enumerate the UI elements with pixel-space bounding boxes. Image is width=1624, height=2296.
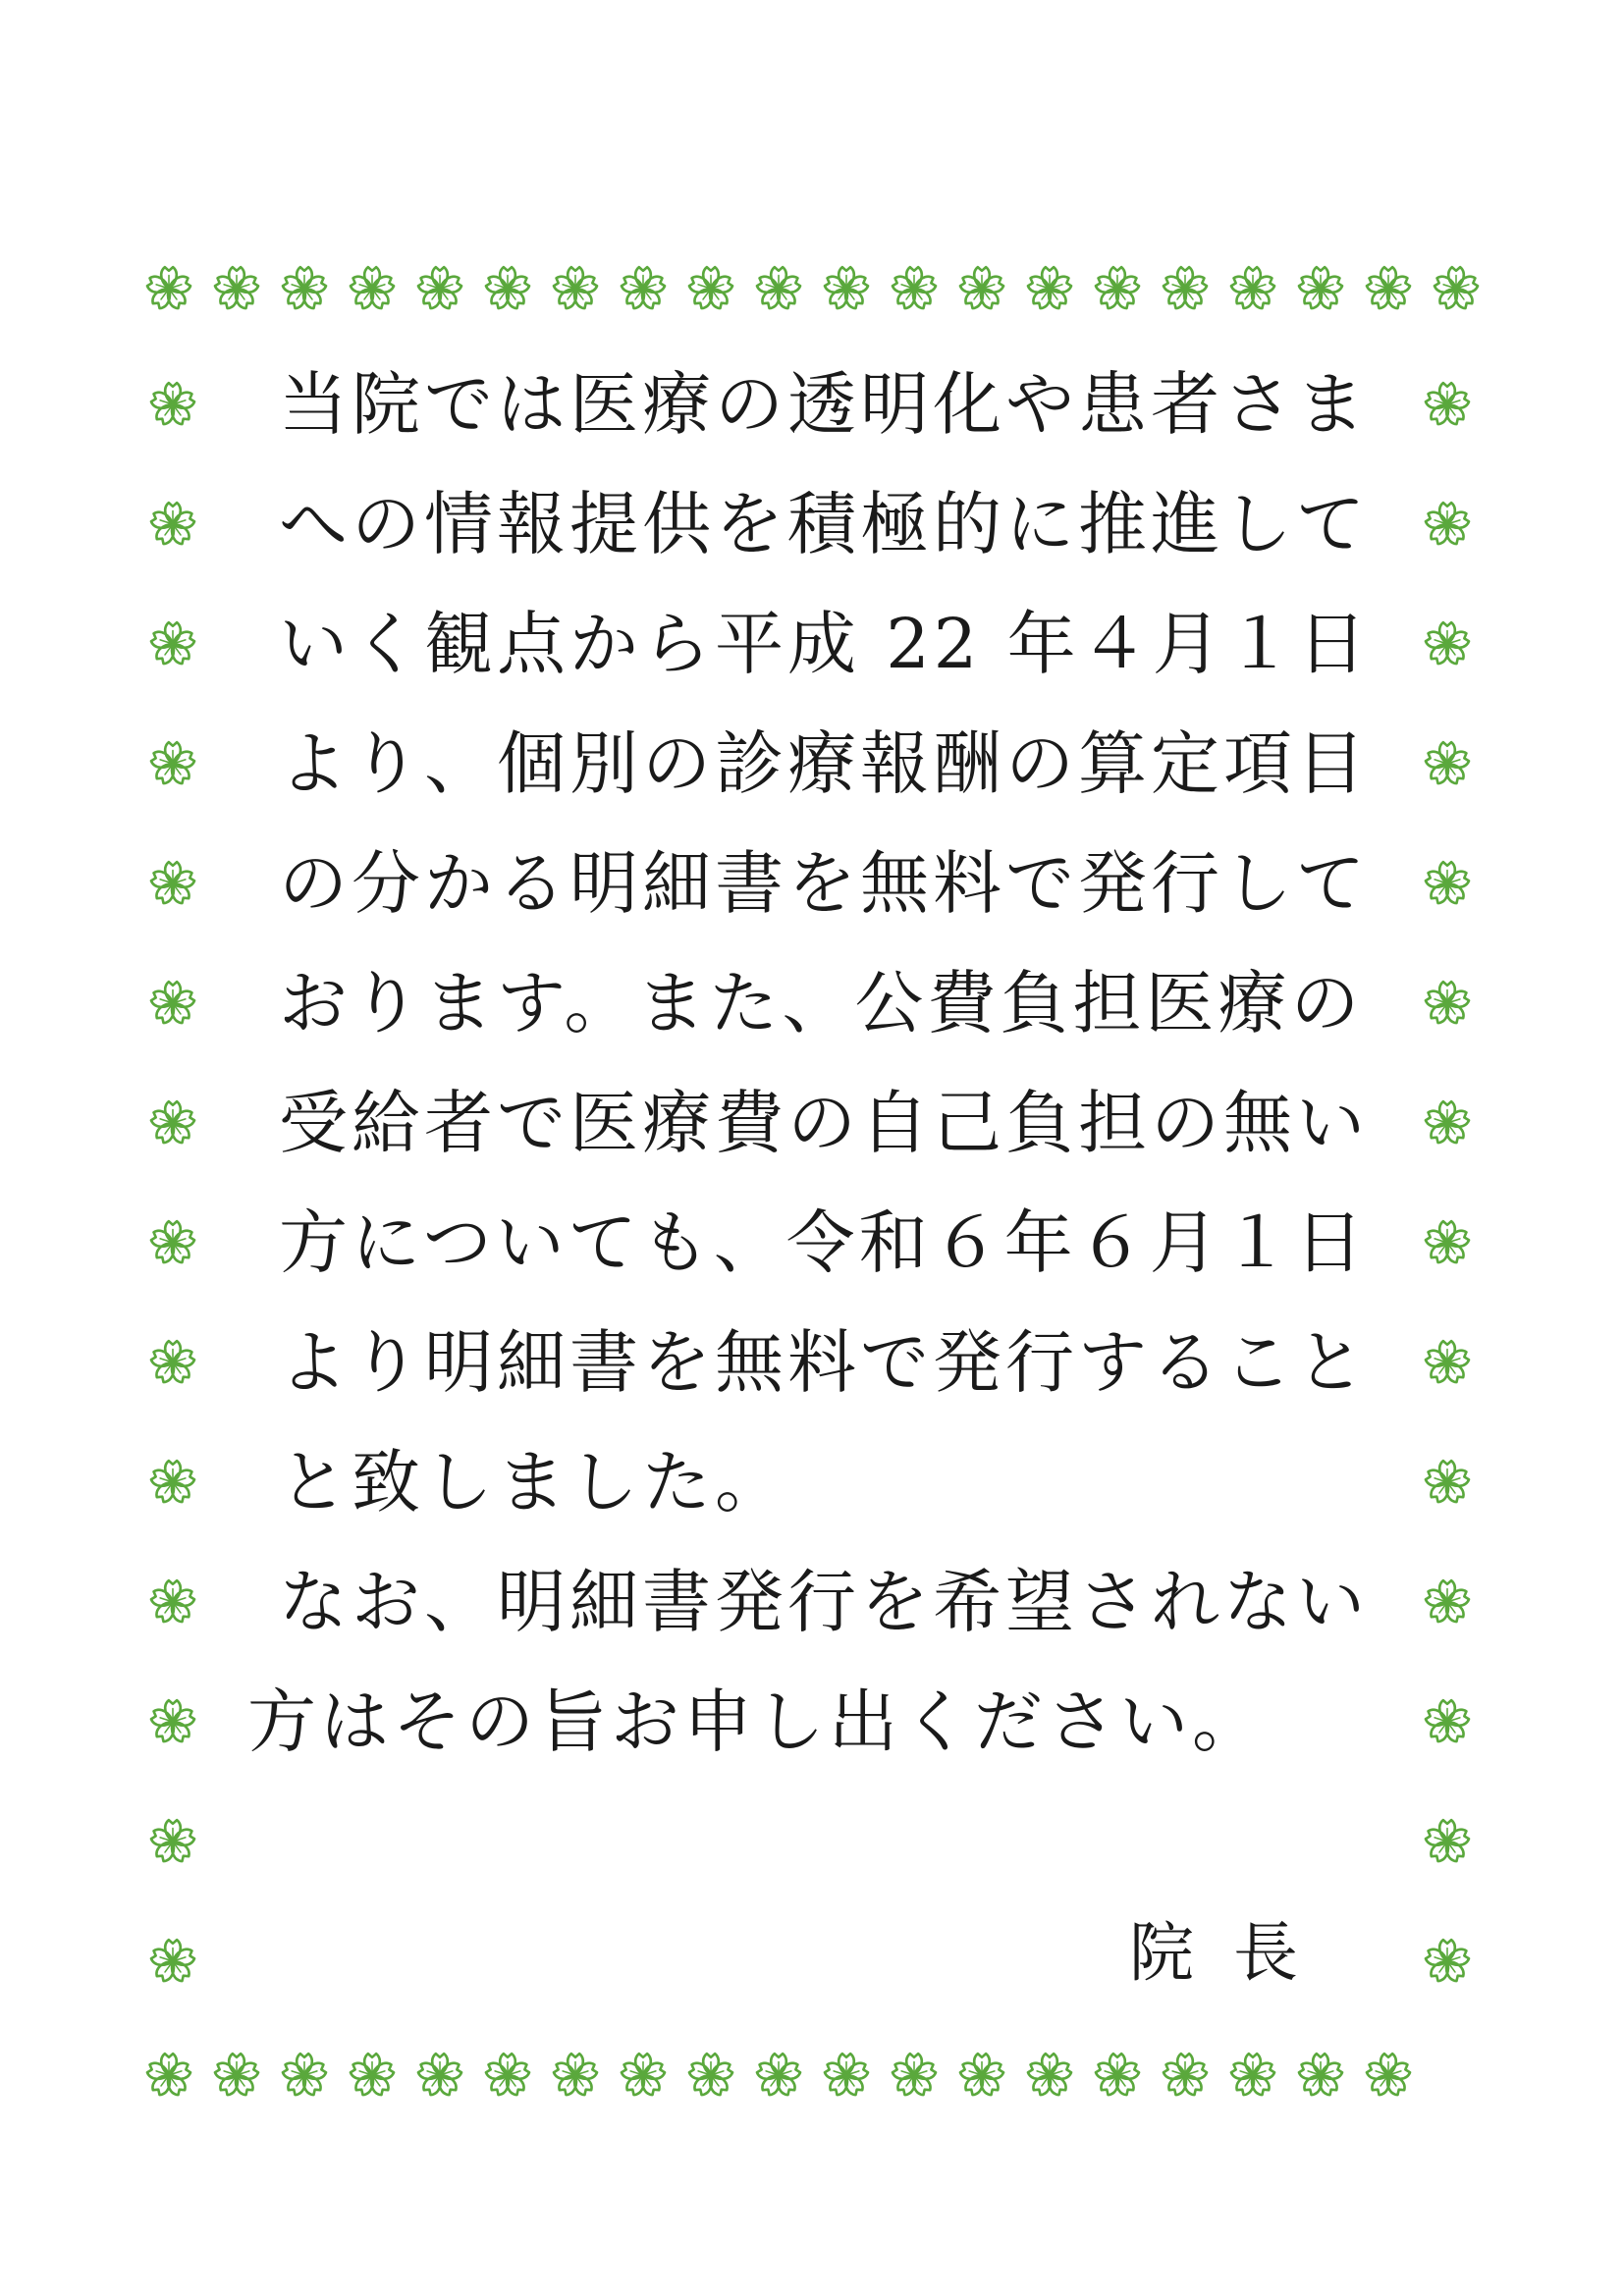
cherry-blossom-icon [1227, 2050, 1278, 2101]
cherry-blossom-icon [889, 263, 940, 314]
cherry-blossom-icon [482, 263, 533, 314]
cherry-blossom-icon [1422, 1097, 1473, 1148]
cherry-blossom-icon [414, 2050, 465, 2101]
notice-line: より、個別の診療報酬の算定項目 [279, 723, 1369, 804]
cherry-blossom-icon [956, 2050, 1007, 2101]
notice-line: 当院では医療の透明化や患者さま [279, 364, 1369, 445]
cherry-blossom-icon [753, 2050, 804, 2101]
cherry-blossom-icon [618, 263, 669, 314]
cherry-blossom-icon [821, 263, 872, 314]
cherry-blossom-icon [414, 263, 465, 314]
notice-line: 受給者で医療費の自己負担の無い [279, 1083, 1369, 1163]
cherry-blossom-icon [279, 2050, 330, 2101]
notice-line: おります。また、公費負担医療の [279, 963, 1364, 1043]
cherry-blossom-icon [550, 2050, 601, 2101]
cherry-blossom-icon [147, 1696, 198, 1747]
cherry-blossom-icon [1422, 1576, 1473, 1628]
cherry-blossom-icon [143, 2050, 194, 2101]
cherry-blossom-icon [147, 1457, 198, 1508]
cherry-blossom-icon [1363, 2050, 1414, 2101]
cherry-blossom-icon [1422, 858, 1473, 909]
cherry-blossom-icon [685, 2050, 736, 2101]
cherry-blossom-icon [147, 499, 198, 550]
cherry-blossom-icon [143, 263, 194, 314]
cherry-blossom-icon [147, 1217, 198, 1268]
cherry-blossom-icon [1422, 1816, 1473, 1867]
cherry-blossom-icon [550, 263, 601, 314]
cherry-blossom-icon [1422, 618, 1473, 669]
cherry-blossom-icon [1024, 263, 1075, 314]
cherry-blossom-icon [279, 263, 330, 314]
cherry-blossom-icon [1422, 978, 1473, 1029]
notice-line: 方についても、令和６年６月１日 [279, 1202, 1368, 1283]
cherry-blossom-icon [1092, 263, 1143, 314]
cherry-blossom-icon [147, 978, 198, 1029]
cherry-blossom-icon [1295, 2050, 1346, 2101]
notice-line: いく観点から平成 22 年４月１日 [279, 604, 1371, 684]
cherry-blossom-icon [147, 1816, 198, 1867]
cherry-blossom-icon [1422, 1936, 1473, 1987]
cherry-blossom-icon [1363, 263, 1414, 314]
cherry-blossom-icon [1422, 1217, 1473, 1268]
cherry-blossom-icon [821, 2050, 872, 2101]
cherry-blossom-icon [1422, 379, 1473, 430]
cherry-blossom-icon [618, 2050, 669, 2101]
cherry-blossom-icon [147, 1576, 198, 1628]
cherry-blossom-icon [1422, 1696, 1473, 1747]
cherry-blossom-icon [147, 379, 198, 430]
cherry-blossom-icon [147, 618, 198, 669]
cherry-blossom-icon [347, 263, 398, 314]
notice-line: なお、明細書発行を希望されない [279, 1562, 1369, 1642]
cherry-blossom-icon [147, 1936, 198, 1987]
cherry-blossom-icon [147, 1337, 198, 1388]
cherry-blossom-icon [1092, 2050, 1143, 2101]
notice-line: より明細書を無料で発行すること [279, 1322, 1369, 1403]
notice-line: への情報提供を積極的に推進して [279, 484, 1369, 564]
cherry-blossom-icon [685, 263, 736, 314]
cherry-blossom-icon [147, 858, 198, 909]
cherry-blossom-icon [211, 263, 262, 314]
cherry-blossom-icon [1422, 1457, 1473, 1508]
cherry-blossom-icon [147, 738, 198, 789]
cherry-blossom-icon [1431, 263, 1482, 314]
cherry-blossom-icon [1227, 263, 1278, 314]
cherry-blossom-icon [147, 1097, 198, 1148]
cherry-blossom-icon [347, 2050, 398, 2101]
notice-line: の分かる明細書を無料で発行して [279, 843, 1369, 924]
cherry-blossom-icon [1422, 738, 1473, 789]
cherry-blossom-icon [1024, 2050, 1075, 2101]
cherry-blossom-icon [1422, 1337, 1473, 1388]
cherry-blossom-icon [1422, 499, 1473, 550]
cherry-blossom-icon [956, 263, 1007, 314]
cherry-blossom-icon [482, 2050, 533, 2101]
cherry-blossom-icon [211, 2050, 262, 2101]
notice-line: と致しました。 [279, 1442, 787, 1522]
signature: 院長 [1129, 1915, 1337, 1991]
cherry-blossom-icon [1295, 263, 1346, 314]
cherry-blossom-icon [753, 263, 804, 314]
cherry-blossom-icon [1160, 2050, 1211, 2101]
notice-line: 方はその旨お申し出ください。 [247, 1682, 1265, 1762]
cherry-blossom-icon [1160, 263, 1211, 314]
cherry-blossom-icon [889, 2050, 940, 2101]
